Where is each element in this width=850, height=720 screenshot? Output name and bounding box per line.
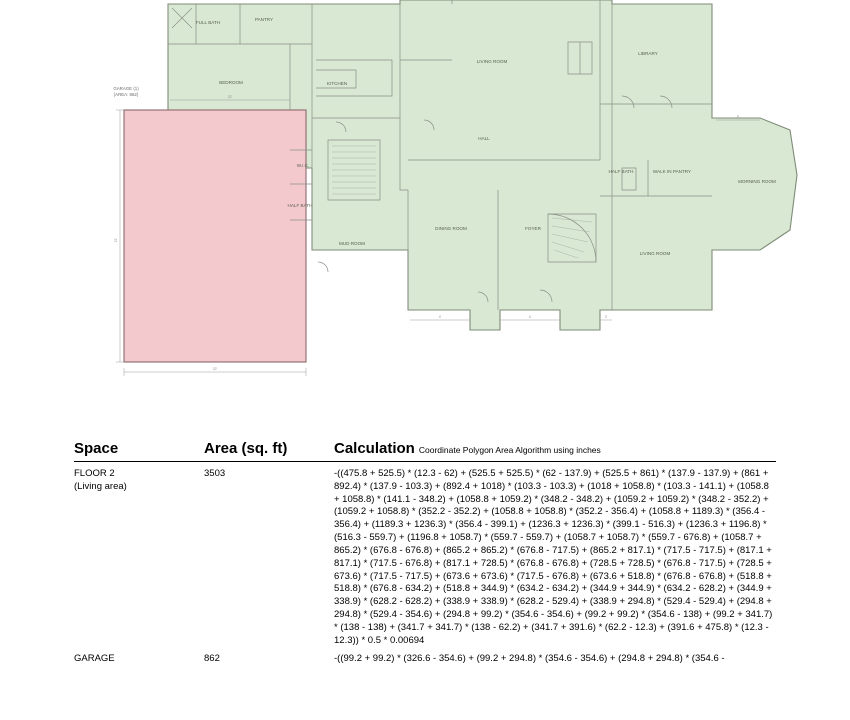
svg-text:21': 21'	[114, 237, 118, 243]
table-row	[74, 647, 776, 666]
svg-text:KITCHEN: KITCHEN	[326, 81, 348, 86]
svg-text:4': 4'	[438, 315, 442, 319]
space-name: FLOOR 2	[74, 468, 115, 479]
svg-text:LIVING ROOM: LIVING ROOM	[476, 59, 508, 64]
svg-text:DINING ROOM: DINING ROOM	[435, 226, 467, 231]
garage-annotation-line1: GARAGE (1)	[113, 86, 139, 91]
cell-space	[74, 462, 204, 648]
svg-text:WALK IN PANTRY: WALK IN PANTRY	[652, 169, 692, 174]
garage-area	[124, 110, 306, 362]
svg-text:LIVING ROOM: LIVING ROOM	[639, 251, 671, 256]
area-table	[74, 440, 776, 666]
header-calculation	[334, 440, 776, 462]
svg-text:8': 8'	[736, 115, 740, 119]
svg-text:22': 22'	[212, 367, 218, 371]
cell-calculation: -((99.2 + 99.2) * (326.6 - 354.6) + (99.2 + 294.8) * (354.6 - 354.6) + (294.8 + 294.8) * (354.6 -	[334, 653, 725, 665]
header-calculation-sub: Coordinate Polygon Area Algorithm using inches	[418, 445, 601, 455]
area-table-section	[0, 440, 850, 666]
svg-text:W.I.C.: W.I.C.	[296, 163, 310, 168]
svg-text:3': 3'	[604, 315, 608, 319]
table-row	[74, 462, 776, 648]
svg-text:BEDROOM: BEDROOM	[219, 80, 243, 85]
svg-text:PANTRY: PANTRY	[254, 17, 274, 22]
svg-text:4': 4'	[528, 315, 532, 319]
garage-annotation-line2: (AREA: 862)	[113, 92, 139, 97]
table-header-row	[74, 440, 776, 462]
header-area: Area (sq. ft)	[204, 440, 334, 462]
svg-text:HALL: HALL	[478, 136, 490, 141]
svg-text:FULL BATH: FULL BATH	[195, 20, 221, 25]
cell-space	[74, 647, 204, 666]
svg-text:HALF BATH: HALF BATH	[608, 169, 634, 174]
svg-text:MORNING ROOM: MORNING ROOM	[738, 179, 776, 184]
space-name: GARAGE	[74, 653, 115, 665]
cell-calculation: -((475.8 + 525.5) * (12.3 - 62) + (525.5 + 525.5) * (62 - 137.9) + (525.5 + 861) * (137.9 - 137.9) + (861 + 892.4) * (137.9 - 103.3) + (892.4 + 1018) * (103.3 - 103.3) + (1018 + 1058.8) * (103.3 - 141.1) + (1058.8 + 1058.8) * (141.1 - 348.2) + (1058.8 + 1059.2) * (348.2 - 348.2) + (1059.2 + 1059.2) * (348.2 - 352.2) + (1059.2 + 1058.8) * (352.2 - 352.2) + (1058.8 + 1058.8) * (352.2 - 356.4) + (1058.8 + 1189.3) * (356.4 - 356.4) + (1189.3 + 1236.3) * (356.4 - 399.1) + (1236.3 + 1236.3) * (399.1 - 516.3) + (1236.3 + 1196.8) * (516.3 - 559.7) + (1196.8 + 1058.7) * (559.7 - 559.7) + (1058.7 + 1058.7) * (559.7 - 676.8) + (1058.7 + 865.2) * (676.8 - 676.8) + (865.2 + 865.2) * (676.8 - 717.5) + (865.2 + 817.1) * (717.5 - 717.5) + (817.1 + 817.1) * (717.5 - 676.8) + (817.1 + 728.5) * (676.8 - 676.8) + (728.5 + 728.5) * (676.8 - 717.5) + (728.5 + 673.6) * (717.5 - 717.5) + (673.6 + 673.6) * (717.5 - 676.8) + (673.6 + 518.8) * (676.8 - 676.8) + (518.8 + 518.8) * (676.8 - 634.2) + (518.8 + 344.9) * (634.2 - 634.2) + (344.9 + 344.9) * (634.2 - 628.2) + (344.9 + 338.9) * (628.2 - 628.2) + (338.9 + 338.9) * (628.2 - 529.4) + (338.9 + 294.8) * (529.4 - 529.4) + (294.8 + 294.8) * (529.4 - 354.6) + (294.8 + 99.2) * (354.6 - 354.6) + (99.2 + 99.2) * (354.6 - 138) + (99.2 + 341.7) * (138 - 138) + (341.7 + 341.7) * (138 - 62.2) + (341.7 + 391.6) * (62.2 - 12.3) + (391.6 + 475.8) * (12.3 - 12.3)) * 0.5 * 0.00694	[334, 468, 773, 646]
cell-area: 862	[204, 653, 220, 665]
space-subtitle: (Living area)	[74, 480, 127, 492]
svg-text:HALF BATH: HALF BATH	[287, 203, 313, 208]
svg-text:22': 22'	[227, 95, 233, 99]
svg-text:MUD ROOM: MUD ROOM	[338, 241, 366, 246]
header-calculation-main: Calculation	[334, 440, 415, 457]
header-space: Space	[74, 440, 204, 462]
cell-area: 3503	[204, 468, 226, 479]
svg-text:FOYER: FOYER	[525, 226, 541, 231]
svg-text:LIBRARY: LIBRARY	[638, 51, 658, 56]
